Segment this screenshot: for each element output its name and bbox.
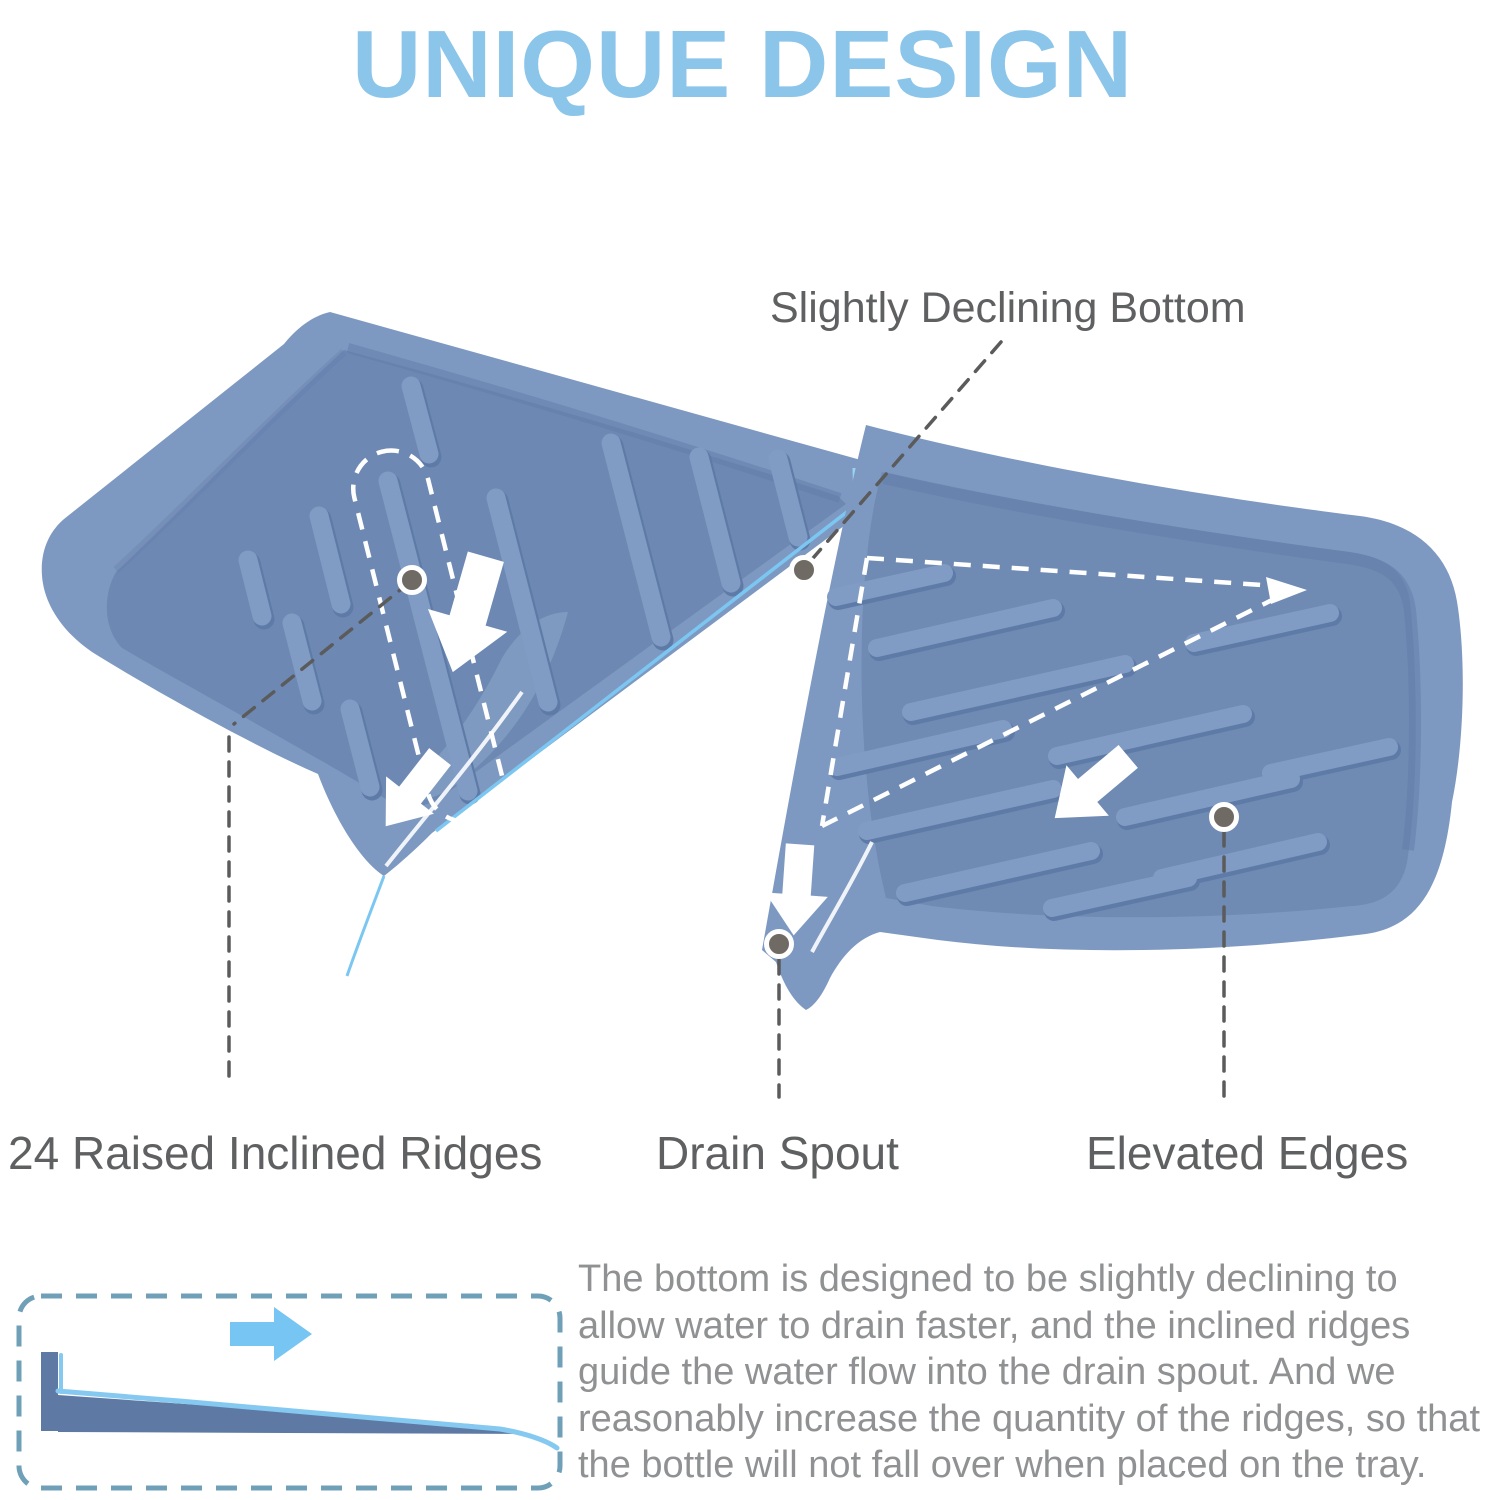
marker-ridges (400, 568, 425, 593)
callout-label-drain-spout: Drain Spout (656, 1127, 899, 1179)
right-tray (762, 425, 1463, 1010)
callout-label-declining-bottom: Slightly Declining Bottom (770, 284, 1246, 332)
marker-elevated-edges (1212, 805, 1237, 830)
marker-drain-spout (767, 932, 792, 957)
callout-label-elevated-edges: Elevated Edges (1086, 1127, 1409, 1179)
cross-section-wall (41, 1352, 58, 1431)
left-water-drip-line (347, 876, 384, 976)
callout-label-raised-ridges: 24 Raised Inclined Ridges (8, 1127, 543, 1179)
cross-section-slope (58, 1395, 532, 1434)
cross-section-diagram (19, 1296, 560, 1488)
marker-declining-bottom (792, 558, 817, 583)
description-text: The bottom is designed to be slightly declining to allow water to drain faster, and the inclined ridges guide the water flow into the drain spout. And we reasonably increase the quantity of the ridges, so that the bottle will not fall over when placed on the tray. (578, 1258, 1480, 1486)
page-title: UNIQUE DESIGN (351, 11, 1134, 118)
slope-direction-arrow-icon (230, 1307, 312, 1361)
